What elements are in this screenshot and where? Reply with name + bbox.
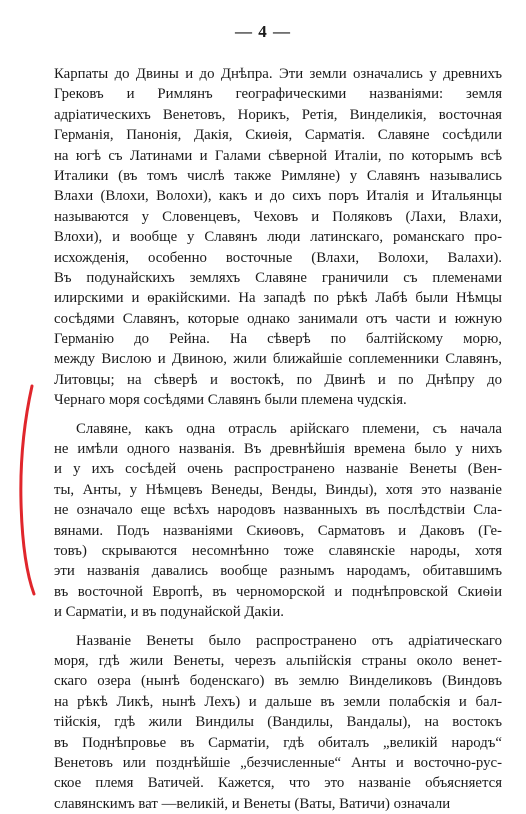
text-line: исхожденiя, особенно восточные (Влахи, Волохи, Валахи). — [54, 249, 502, 266]
text-line: на югѣ съ Латинами и Галами сѣверной Италiи, по которымъ всѣ — [54, 147, 502, 164]
text-line: называются у Словенцевъ, Чеховъ и Поляковъ (Лахи, Влахи, — [54, 208, 502, 225]
text-line: и Сарматiи, и въ подунайской Дакiи. — [54, 604, 284, 621]
text-line: не имѣли одного названiя. Въ древнѣйшiя времена было у нихъ — [54, 441, 502, 458]
red-margin-line-icon — [10, 382, 40, 597]
text-line: въ Поднѣпровье въ Сарматiи, гдѣ обиталъ „великiй народъ“ — [54, 734, 502, 751]
text-line: не означало еще всѣхъ народовъ названныхъ въ послѣдствiи Сла- — [54, 502, 502, 519]
text-line: Влахи (Влохи, Волохи), какъ и до сихъ поръ Италiя и Итальянцы — [54, 188, 502, 205]
page-number-header: — 4 — — [235, 22, 291, 41]
text-line: Венетовъ или позднѣйшiе „безчисленные“ Анты и восточно-рус- — [54, 754, 502, 771]
text-line: Германiя, Панонiя, Дакiя, Скиѳiя, Сарматiя. Славяне сосѣдили — [54, 127, 502, 144]
text-line: Карпаты до Двины и до Днѣпра. Эти земли означались у древнихъ — [54, 66, 502, 82]
text-line: адрiатическихъ Венетовъ, Норикъ, Ретiя, Винделикiя, восточная — [54, 106, 502, 123]
text-line: сосѣдями Славянъ, которые однако занимали отъ части и южную — [54, 310, 502, 327]
text-line: Германiю до Рейна. На сѣверѣ по балтiйскому морю, — [54, 331, 502, 348]
text-line: между Вислою и Двиною, жили ближайшiе соплеменники Славянъ, — [54, 351, 502, 368]
paragraph-2 — [54, 419, 502, 623]
text-line: и у ихъ сосѣдей очень распространено названiе Венеты (Вен- — [54, 461, 502, 478]
text-line: товъ) скрываются несомнѣнно тоже славянскiе народы, хотя — [54, 542, 502, 559]
text-line: Литовцы; на сѣверѣ и востокѣ, по Двинѣ и по Днѣпру до — [54, 371, 502, 388]
text-line: скаго озера (нынѣ боденскаго) въ землю Винделиковъ (Виндовъ — [54, 673, 502, 690]
body-text — [54, 64, 502, 814]
text-line: Грековъ и Римлянъ географическими названiями: земля — [54, 86, 502, 103]
text-line: эти названiя давались вообще разнымъ народамъ, обитавшимъ — [54, 563, 502, 580]
text-line: вянами. Подъ названiями Скиѳовъ, Сарматовъ и Даковъ (Ге- — [54, 522, 502, 539]
text-line: илирскими и ѳракiйскими. На западѣ по рѣкѣ Лабѣ были Нѣмцы — [54, 290, 502, 307]
text-line: въ восточной Европѣ, въ черноморской и поднѣпровской Скиѳiи — [54, 583, 502, 600]
text-line: ское племя Ватичей. Кажется, что это названiе объясняется — [54, 775, 502, 792]
text-line: на рѣкѣ Ликѣ, нынѣ Лехъ) и дальше въ земли полабскiя и бал- — [54, 693, 502, 710]
text-line: Славяне, какъ одна отрасль арiйскаго племени, съ начала — [76, 420, 502, 437]
text-line: Чернаго моря сосѣдями Славянъ были племена чудскiя. — [54, 392, 407, 409]
text-line: Названiе Венеты было распространено отъ адрiатическаго — [76, 632, 502, 649]
text-line: моря, гдѣ жили Венеты, черезъ альпiйскiя страны около венет- — [54, 652, 502, 669]
paragraph-1 — [54, 64, 502, 411]
text-line: славянскимъ ват —великiй, и Венеты (Ваты, Ватичи) означали — [54, 795, 451, 812]
text-line: Влохи), и вообще у Славянъ люди латинскаго, романскаго про- — [54, 229, 502, 246]
text-line: Италики (въ томъ числѣ также Римляне) у Славянъ назывались — [54, 167, 502, 184]
text-line: Въ подунайскихъ земляхъ Славяне граничили съ племенами — [54, 269, 502, 286]
paragraph-3 — [54, 631, 502, 814]
text-line: ты, Анты, у Нѣмцевъ Венеды, Венды, Винды), хотя это названiе — [54, 481, 502, 498]
text-line: тiйскiя, гдѣ жили Виндилы (Вандилы, Вандалы), на востокъ — [54, 714, 502, 731]
